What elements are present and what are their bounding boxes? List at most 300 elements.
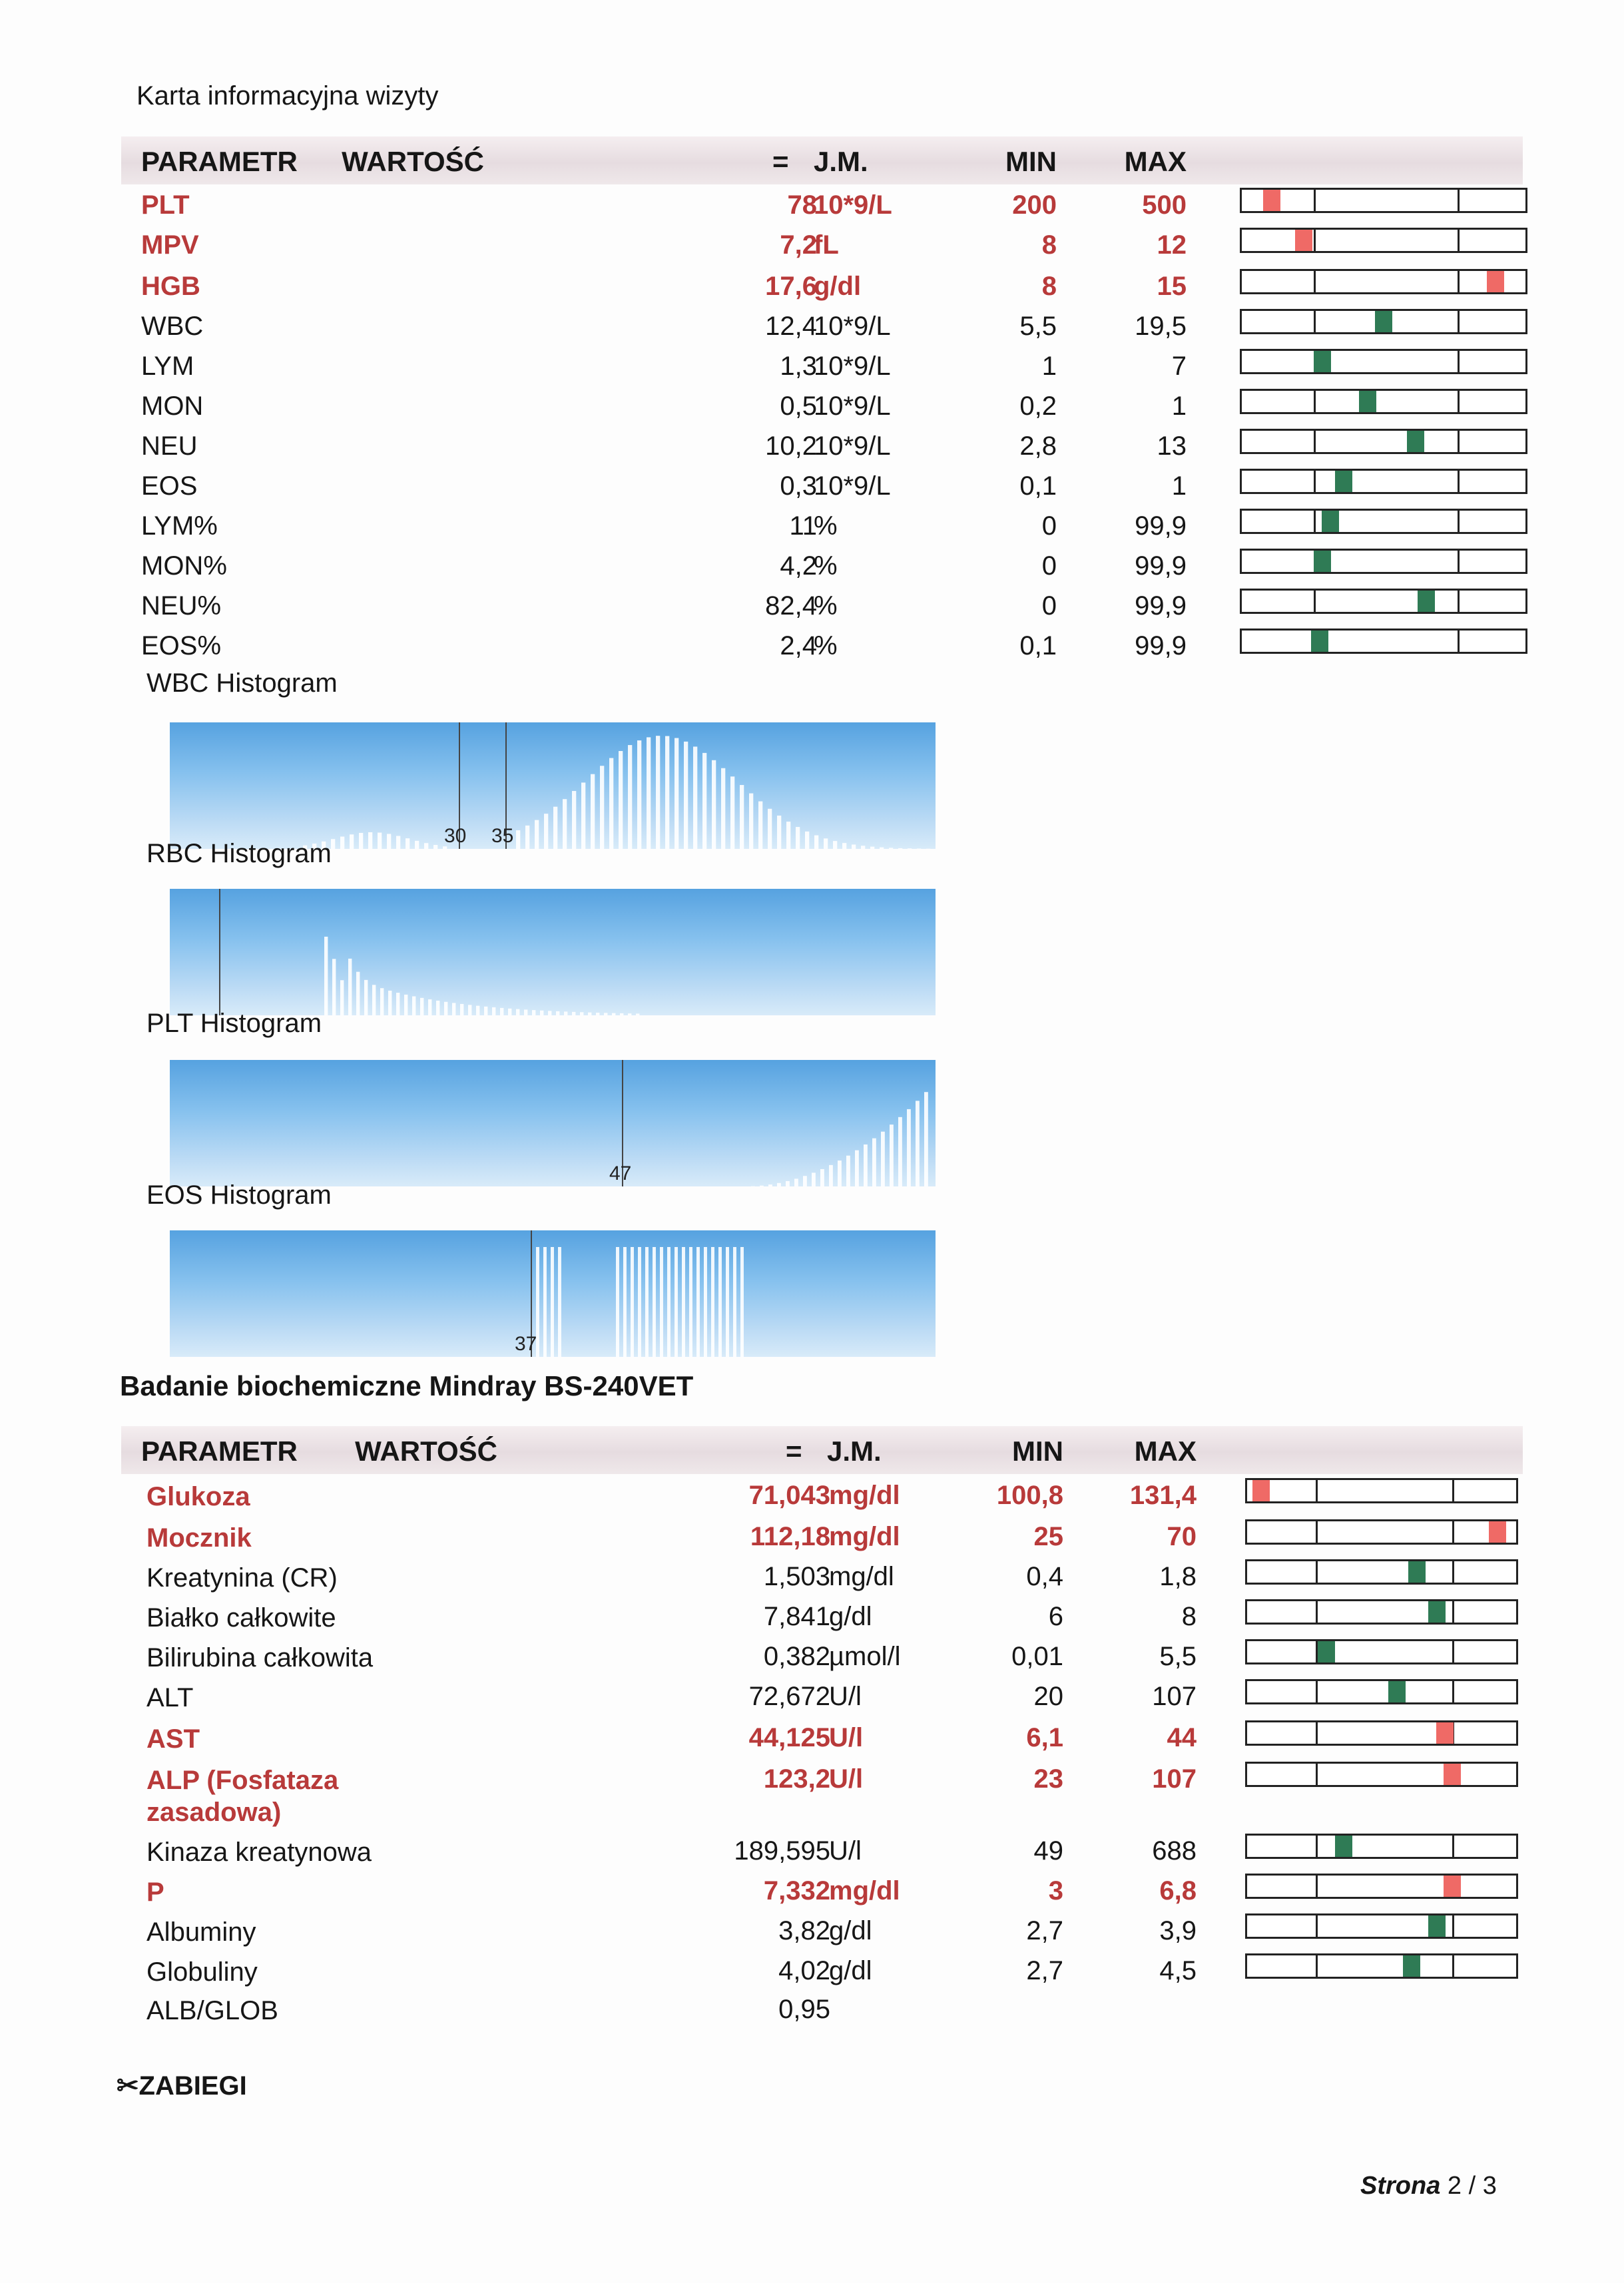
cell-unit: mg/dl [829, 1481, 900, 1510]
range-gauge [1240, 228, 1527, 253]
gauge-divider [1458, 311, 1460, 332]
histogram-bar [721, 768, 725, 849]
cell-unit: U/l [829, 1682, 862, 1711]
cell-max: 15 [1157, 272, 1187, 301]
cell-value: 1,503 [763, 1562, 830, 1591]
gauge-marker [1403, 1955, 1420, 1977]
cell-value: 7,2 [780, 230, 817, 260]
cell-min: 2,7 [1026, 1916, 1063, 1945]
morphology-table-header [121, 136, 1523, 184]
gauge-divider [1452, 1561, 1454, 1583]
cell-param: Białko całkowite [146, 1603, 336, 1633]
cell-min: 25 [1033, 1522, 1063, 1551]
table-row [121, 1678, 1523, 1718]
range-gauge [1240, 469, 1527, 494]
gauge-marker [1388, 1681, 1406, 1702]
range-gauge [1240, 509, 1527, 534]
page-title: Karta informacyjna wizyty [136, 81, 439, 111]
gauge-marker [1375, 311, 1392, 332]
cell-max: 3,9 [1159, 1916, 1197, 1945]
cell-value: 4,2 [780, 551, 817, 581]
cell-value: 72,672 [748, 1682, 830, 1711]
cell-value: 2,4 [780, 631, 817, 660]
histogram-bar [637, 740, 641, 849]
histogram-bar [653, 1247, 656, 1357]
cell-unit: U/l [829, 1764, 864, 1794]
cell-value: 0,95 [778, 1995, 830, 2024]
gauge-divider [1314, 471, 1316, 492]
cell-min: 20 [1033, 1682, 1063, 1711]
cell-min: 200 [1012, 190, 1057, 220]
gauge-divider [1452, 1681, 1454, 1702]
histogram-bar [730, 776, 734, 849]
histogram-bar [684, 742, 688, 849]
histogram-bar [436, 1001, 439, 1015]
histogram-bar [404, 995, 407, 1015]
range-gauge [1240, 188, 1527, 213]
histogram-bar [660, 1247, 663, 1357]
gauge-marker [1408, 1561, 1426, 1583]
cell-unit: 10*9/L [814, 190, 892, 220]
cell-value: 1,3 [780, 352, 817, 381]
histogram-bar [581, 782, 585, 849]
cell-param: LYM [141, 352, 194, 381]
header-param: PARAMETR [141, 146, 298, 177]
header-min: MIN [1005, 146, 1057, 177]
range-gauge [1245, 1599, 1518, 1625]
cell-min: 8 [1041, 272, 1057, 301]
cell-param: ALP (Fosfataza zasadowa) [146, 1766, 339, 1827]
gauge-divider [1314, 391, 1316, 412]
histogram-bar [924, 1092, 928, 1186]
header-unit: J.M. [814, 146, 868, 177]
gauge-divider [1316, 1915, 1318, 1937]
histogram-bar [460, 1004, 463, 1015]
cell-max: 7 [1171, 352, 1187, 381]
histogram-bar [324, 937, 328, 1015]
cell-value: 4,02 [778, 1956, 830, 1985]
histogram-bar [628, 1013, 631, 1015]
header-eq: = [786, 1435, 802, 1467]
table-row [121, 587, 1523, 627]
histogram-bar [591, 774, 595, 849]
histogram-bar [842, 843, 846, 849]
cell-min: 0 [1041, 551, 1057, 581]
histogram-bar [558, 1247, 561, 1357]
histogram-bar [704, 1247, 707, 1357]
histogram-bar [880, 848, 884, 849]
range-gauge [1240, 589, 1527, 614]
histogram-bar [396, 993, 400, 1015]
histogram-bar [749, 794, 753, 849]
cell-param: ALB/GLOB [146, 1996, 278, 2025]
gauge-marker [1263, 190, 1280, 211]
cell-param: PLT [141, 190, 190, 220]
histogram-bar [740, 785, 744, 849]
cell-min: 0 [1041, 591, 1057, 621]
cell-unit: U/l [829, 1836, 862, 1866]
cell-max: 13 [1157, 431, 1187, 461]
histogram-bar [667, 1247, 671, 1357]
histogram-bar [433, 845, 437, 849]
histogram-bar [572, 1012, 575, 1015]
histogram-bar [777, 816, 781, 849]
histogram-bar [838, 1160, 842, 1186]
histogram-bar [889, 848, 893, 849]
histogram-marker-label: 47 [609, 1162, 632, 1184]
cell-value: 3,82 [778, 1916, 830, 1945]
gauge-divider [1458, 431, 1460, 452]
range-gauge [1240, 349, 1527, 374]
histogram-bar [682, 1247, 685, 1357]
gauge-divider [1458, 631, 1460, 652]
gauge-divider [1316, 1681, 1318, 1702]
range-gauge [1245, 1720, 1518, 1746]
cell-value: 7,332 [763, 1876, 830, 1905]
cell-max: 19,5 [1135, 312, 1187, 341]
histogram-bar [516, 830, 520, 849]
gauge-divider [1316, 1521, 1318, 1543]
histogram-bar [768, 809, 772, 849]
cell-max: 99,9 [1135, 511, 1187, 541]
cell-max: 1 [1171, 471, 1187, 501]
cell-unit: mg/dl [829, 1876, 900, 1905]
histogram-bar [532, 1010, 535, 1015]
histogram-wbc [170, 722, 936, 849]
histogram-title-rbc: RBC Histogram [146, 839, 332, 868]
cell-min: 6 [1048, 1602, 1063, 1631]
histogram-bar [645, 1247, 649, 1357]
histogram-bar [524, 1009, 527, 1015]
header-value: WARTOŚĆ [355, 1435, 497, 1467]
histogram-bar [712, 760, 716, 849]
table-row [121, 467, 1523, 507]
histogram-bar [702, 753, 706, 849]
cell-param: Glukoza [146, 1482, 250, 1511]
cell-min: 100,8 [996, 1481, 1063, 1510]
histogram-bar [855, 1150, 859, 1186]
cell-min: 0,1 [1019, 471, 1057, 501]
cell-unit: 10*9/L [814, 391, 891, 421]
gauge-marker [1487, 271, 1504, 292]
header-unit: J.M. [827, 1435, 882, 1467]
cell-unit: mg/dl [829, 1562, 894, 1591]
histogram-title-plt: PLT Histogram [146, 1009, 322, 1038]
histogram-bar [564, 1011, 567, 1015]
histogram-bar [864, 1144, 868, 1186]
histogram-bar [824, 838, 828, 849]
histogram-bar [796, 827, 800, 849]
cell-min: 8 [1041, 230, 1057, 260]
gauge-divider [1458, 271, 1460, 292]
range-gauge [1240, 429, 1527, 454]
histogram-title-eos: EOS Histogram [146, 1180, 332, 1210]
histogram-bar [556, 1011, 559, 1015]
histogram-bar [870, 847, 874, 849]
histogram-bar [356, 972, 360, 1015]
cell-unit: g/dl [829, 1916, 872, 1945]
gauge-divider [1314, 591, 1316, 612]
histogram-bar [516, 1009, 519, 1015]
histogram-bar [907, 1109, 911, 1186]
histogram-bar [340, 837, 344, 849]
cell-param: HGB [141, 272, 200, 301]
cell-min: 3 [1048, 1876, 1063, 1905]
cell-value: 0,382 [763, 1642, 830, 1671]
table-row [121, 387, 1523, 427]
histogram-bar [415, 841, 419, 849]
histogram-bar [740, 1247, 744, 1357]
gauge-marker [1428, 1915, 1446, 1937]
histogram-bar [786, 822, 790, 849]
cell-value: 0,5 [780, 391, 817, 421]
table-row [121, 1952, 1523, 1992]
cell-param: NEU [141, 431, 198, 461]
histogram-bar [359, 833, 363, 849]
histogram-bar [412, 996, 415, 1015]
cell-max: 500 [1142, 190, 1187, 220]
cell-unit: g/dl [829, 1956, 872, 1985]
table-row [121, 1991, 1523, 2031]
histogram-bar [693, 746, 697, 849]
histogram-bar [604, 1013, 607, 1015]
histogram-bar [580, 1012, 583, 1015]
gauge-divider [1458, 591, 1460, 612]
histogram-bar [890, 1125, 894, 1186]
page-footer [1360, 2172, 1497, 2200]
cell-param: Mocznik [146, 1523, 252, 1553]
table-row [121, 308, 1523, 348]
cell-value: 0,3 [780, 471, 817, 501]
gauge-divider [1314, 230, 1316, 251]
cell-max: 99,9 [1135, 551, 1187, 581]
cell-min: 0 [1041, 511, 1057, 541]
gauge-divider [1316, 1955, 1318, 1977]
histogram-bar [820, 1169, 824, 1186]
histogram-bar [656, 736, 660, 849]
histogram-bar [852, 844, 856, 849]
table-row [121, 1912, 1523, 1952]
cell-min: 0,1 [1019, 631, 1057, 660]
cell-value: 112,18 [750, 1522, 830, 1551]
cell-unit: % [814, 551, 838, 581]
histogram-bar [696, 1247, 700, 1357]
gauge-divider [1452, 1521, 1454, 1543]
range-gauge [1245, 1519, 1518, 1545]
histogram-bar [805, 832, 809, 849]
range-gauge [1245, 1478, 1518, 1503]
cell-min: 1 [1041, 352, 1057, 381]
histogram-bar [689, 1247, 692, 1357]
cell-value: 17,6 [765, 272, 817, 301]
histogram-bar [916, 1101, 920, 1186]
cell-unit: mg/dl [829, 1522, 900, 1551]
cell-min: 2,7 [1026, 1956, 1063, 1985]
histogram-bar [368, 832, 372, 849]
zabiegi-label: ZABIEGI [138, 2071, 247, 2101]
cell-max: 688 [1152, 1836, 1197, 1866]
histogram-bar [619, 751, 623, 849]
cell-param: P [146, 1878, 164, 1907]
histogram-bar [726, 1247, 729, 1357]
biochem-table-header [121, 1426, 1523, 1474]
cell-value: 44,125 [748, 1723, 830, 1752]
histogram-bar [332, 959, 336, 1015]
cell-value: 10,2 [765, 431, 817, 461]
histogram-bar [908, 848, 912, 849]
table-row [121, 1558, 1523, 1598]
table-row [121, 1638, 1523, 1678]
gauge-marker [1252, 1480, 1270, 1501]
histogram-bar [616, 1247, 619, 1357]
histogram-bar [492, 1007, 495, 1015]
range-gauge [1240, 389, 1527, 414]
cell-value: 78 [787, 190, 817, 220]
cell-unit: 10*9/L [814, 352, 891, 381]
histogram-bar [803, 1176, 807, 1186]
cell-max: 8 [1181, 1602, 1197, 1631]
gauge-divider [1458, 391, 1460, 412]
histogram-bar [647, 737, 651, 849]
histogram-bar [600, 766, 604, 849]
histogram-bar [525, 826, 529, 849]
gauge-divider [1316, 1722, 1318, 1744]
histogram-bar [665, 736, 669, 849]
histogram-bar [543, 1247, 547, 1357]
gauge-divider [1314, 511, 1316, 532]
cell-max: 70 [1167, 1522, 1197, 1551]
histogram-bar [476, 1006, 479, 1015]
histogram-bar [768, 1184, 772, 1186]
histogram-bar [396, 836, 400, 849]
histogram-bar [596, 1013, 599, 1015]
histogram-bar [675, 1247, 678, 1357]
histogram-bar [777, 1183, 781, 1186]
cell-param: MON% [141, 551, 227, 581]
cell-param: MPV [141, 230, 199, 260]
histogram-bar [420, 998, 423, 1015]
cell-min: 23 [1033, 1764, 1063, 1794]
table-row [121, 1719, 1523, 1759]
histogram-bar [623, 1247, 627, 1357]
table-row [121, 1872, 1523, 1912]
cell-unit: 10*9/L [814, 431, 891, 461]
range-gauge [1245, 1679, 1518, 1704]
range-gauge [1245, 1559, 1518, 1585]
gauge-divider [1458, 190, 1460, 211]
table-row [121, 1477, 1523, 1517]
histogram-marker-label: 37 [515, 1333, 537, 1355]
histogram-bar [794, 1178, 798, 1186]
histogram-bar [500, 1008, 503, 1015]
range-gauge [1240, 629, 1527, 654]
cell-param: WBC [141, 312, 204, 341]
gauge-divider [1316, 1764, 1318, 1785]
histogram-title-wbc: WBC Histogram [146, 668, 338, 698]
histogram-rbc [170, 889, 936, 1015]
cell-max: 6,8 [1159, 1876, 1197, 1905]
histogram-bar [378, 833, 382, 849]
histogram-bar [628, 745, 632, 849]
histogram-bar [388, 991, 392, 1015]
cell-unit: % [814, 511, 838, 541]
gauge-divider [1452, 1641, 1454, 1662]
table-row [121, 186, 1523, 226]
histogram-bar [548, 1011, 551, 1015]
header-min: MIN [1012, 1435, 1063, 1467]
histogram-bar [861, 846, 865, 849]
cell-max: 107 [1152, 1682, 1197, 1711]
gauge-divider [1452, 1480, 1454, 1501]
histogram-bar [814, 836, 818, 849]
gauge-marker [1335, 1836, 1352, 1857]
histogram-bar [468, 1005, 471, 1015]
scissors-icon: ✂ [117, 2071, 139, 2101]
cell-min: 0,01 [1011, 1642, 1063, 1671]
histogram-bar [406, 838, 409, 849]
table-row [121, 1760, 1523, 1827]
histogram-bar [638, 1247, 641, 1357]
histogram-bar [553, 807, 557, 849]
range-gauge [1240, 269, 1527, 294]
gauge-divider [1316, 1561, 1318, 1583]
cell-param: Kinaza kreatynowa [146, 1838, 372, 1867]
range-gauge [1245, 1834, 1518, 1859]
histogram-bar [348, 959, 352, 1015]
cell-unit: g/dl [814, 272, 862, 301]
cell-min: 49 [1033, 1836, 1063, 1866]
table-row [121, 627, 1523, 667]
histogram-bar [786, 1181, 790, 1186]
cell-max: 131,4 [1129, 1481, 1197, 1510]
histogram-bar [636, 1013, 639, 1015]
histogram-bar [620, 1013, 623, 1015]
cell-max: 44 [1167, 1723, 1197, 1752]
histogram-bar [350, 834, 354, 849]
cell-param: AST [146, 1724, 200, 1754]
gauge-marker [1428, 1601, 1446, 1623]
cell-max: 1,8 [1159, 1562, 1197, 1591]
histogram-bar [563, 799, 567, 849]
histogram-bar [364, 980, 368, 1015]
histogram-bar [535, 820, 539, 849]
cell-value: 82,4 [765, 591, 817, 621]
range-gauge [1245, 1953, 1518, 1979]
cell-max: 99,9 [1135, 591, 1187, 621]
range-gauge [1245, 1762, 1518, 1787]
cell-param: EOS [141, 471, 198, 501]
header-max: MAX [1124, 146, 1187, 177]
histogram-bar [846, 1156, 850, 1186]
cell-min: 0,2 [1019, 391, 1057, 421]
gauge-divider [1316, 1836, 1318, 1857]
cell-unit: % [814, 591, 838, 621]
gauge-divider [1452, 1601, 1454, 1623]
cell-param: NEU% [141, 591, 222, 621]
gauge-marker [1489, 1521, 1506, 1543]
range-gauge [1240, 309, 1527, 334]
cell-param: Albuminy [146, 1917, 256, 1947]
gauge-divider [1452, 1915, 1454, 1937]
gauge-marker [1359, 391, 1376, 412]
gauge-marker [1311, 631, 1328, 652]
histogram-bar [428, 999, 431, 1015]
cell-unit: % [814, 631, 838, 660]
histogram-bar [829, 1165, 833, 1186]
table-row [121, 547, 1523, 587]
header-eq: = [772, 146, 789, 177]
cell-param: LYM% [141, 511, 218, 541]
